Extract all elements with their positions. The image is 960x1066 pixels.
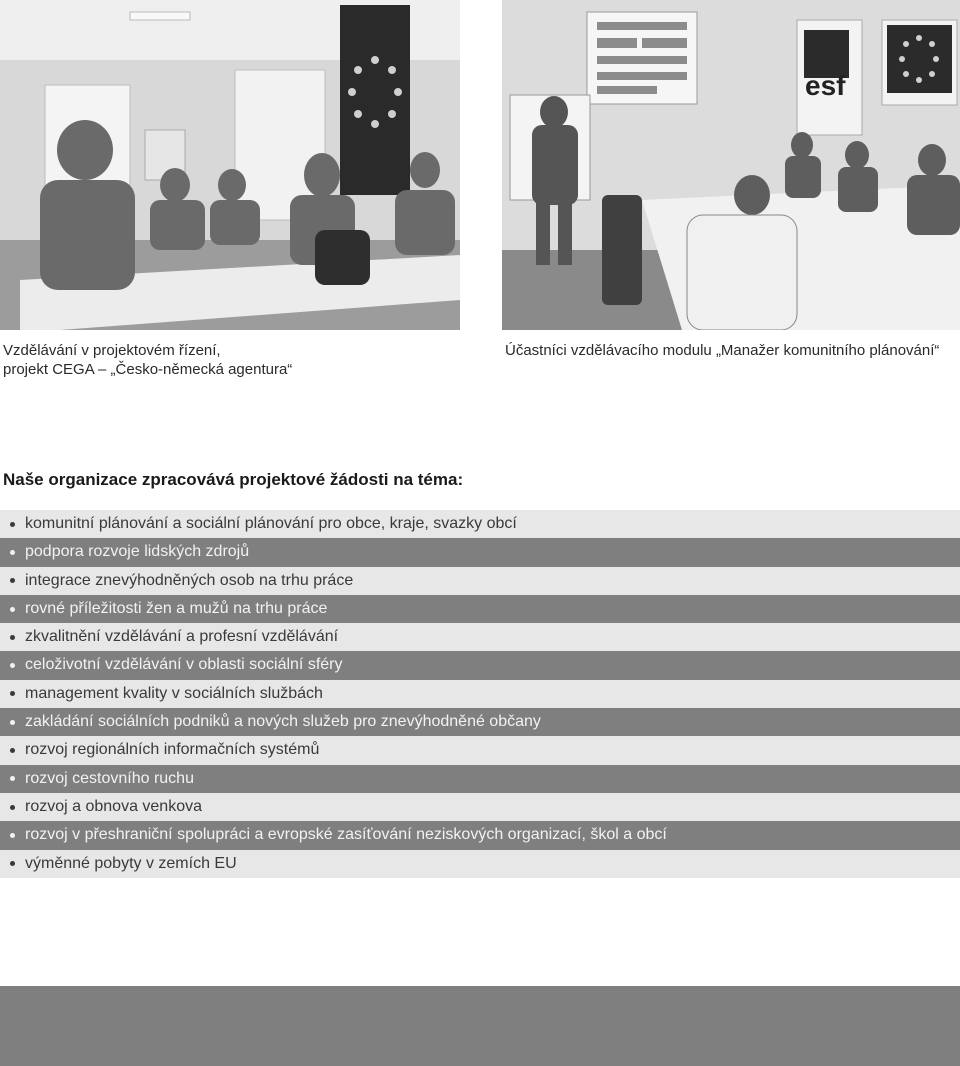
- photo-training-session: [0, 0, 460, 330]
- list-item: [0, 708, 960, 736]
- topic-list: [0, 510, 960, 878]
- list-item: [0, 850, 960, 878]
- list-item-text: management kvality v sociálních službách: [25, 684, 323, 702]
- caption-left-line2: projekt CEGA – „Česko-německá agentura“: [3, 361, 293, 378]
- list-item: [0, 736, 960, 764]
- caption-left-line1: Vzdělávání v projektovém řízení,: [3, 342, 221, 359]
- list-item: [0, 538, 960, 566]
- list-item: [0, 623, 960, 651]
- bullet-icon: [10, 550, 15, 555]
- bullet-icon: [10, 635, 15, 640]
- bullet-icon: [10, 663, 15, 668]
- section-heading: Naše organizace zpracovává projektové žádosti na téma:: [3, 470, 464, 489]
- esf-sign-text: esf: [805, 70, 846, 101]
- bullet-icon: [10, 522, 15, 527]
- list-item: [0, 651, 960, 679]
- list-item-text: komunitní plánování a sociální plánování pro obce, kraje, svazky obcí: [25, 515, 517, 532]
- list-item-text: rozvoj regionálních informačních systémů: [25, 741, 320, 759]
- list-item: [0, 567, 960, 595]
- bullet-icon: [10, 776, 15, 781]
- list-item-text: celoživotní vzdělávání v oblasti sociální sféry: [25, 656, 343, 674]
- list-item-text: integrace znevýhodněných osob na trhu práce: [25, 571, 354, 589]
- list-item-text: rovné příležitosti žen a mužů na trhu práce: [25, 599, 328, 617]
- bullet-icon: [10, 861, 15, 866]
- list-item: [0, 765, 960, 793]
- list-item-text: podpora rozvoje lidských zdrojů: [25, 543, 250, 561]
- list-item: [0, 595, 960, 623]
- list-item: [0, 510, 960, 538]
- bullet-icon: [10, 691, 15, 696]
- list-item-text: rozvoj cestovního ruchu: [25, 769, 194, 787]
- list-item-text: rozvoj v přeshraniční spolupráci a evropské zasíťování neziskových organizací, škol a obcí: [25, 826, 667, 844]
- bullet-icon: [10, 833, 15, 838]
- bullet-icon: [10, 748, 15, 753]
- list-item-text: rozvoj a obnova venkova: [25, 797, 202, 815]
- list-item-text: zkvalitnění vzdělávání a profesní vzdělávání: [25, 628, 339, 646]
- bullet-icon: [10, 805, 15, 810]
- list-item-text: výměnné pobyty v zemích EU: [25, 854, 237, 872]
- photo-workshop-participants: [502, 0, 960, 330]
- list-item-text: zakládání sociálních podniků a nových služeb pro znevýhodněné občany: [25, 713, 541, 731]
- photo-caption-right: Účastníci vzdělávacího modulu „Manažer komunitního plánování“: [505, 342, 940, 359]
- list-item: [0, 821, 960, 849]
- photo-caption-left: [3, 341, 443, 379]
- list-item: [0, 793, 960, 821]
- footer-band: [0, 986, 960, 1066]
- bullet-icon: [10, 607, 15, 612]
- bullet-icon: [10, 720, 15, 725]
- list-item: [0, 680, 960, 708]
- bullet-icon: [10, 578, 15, 583]
